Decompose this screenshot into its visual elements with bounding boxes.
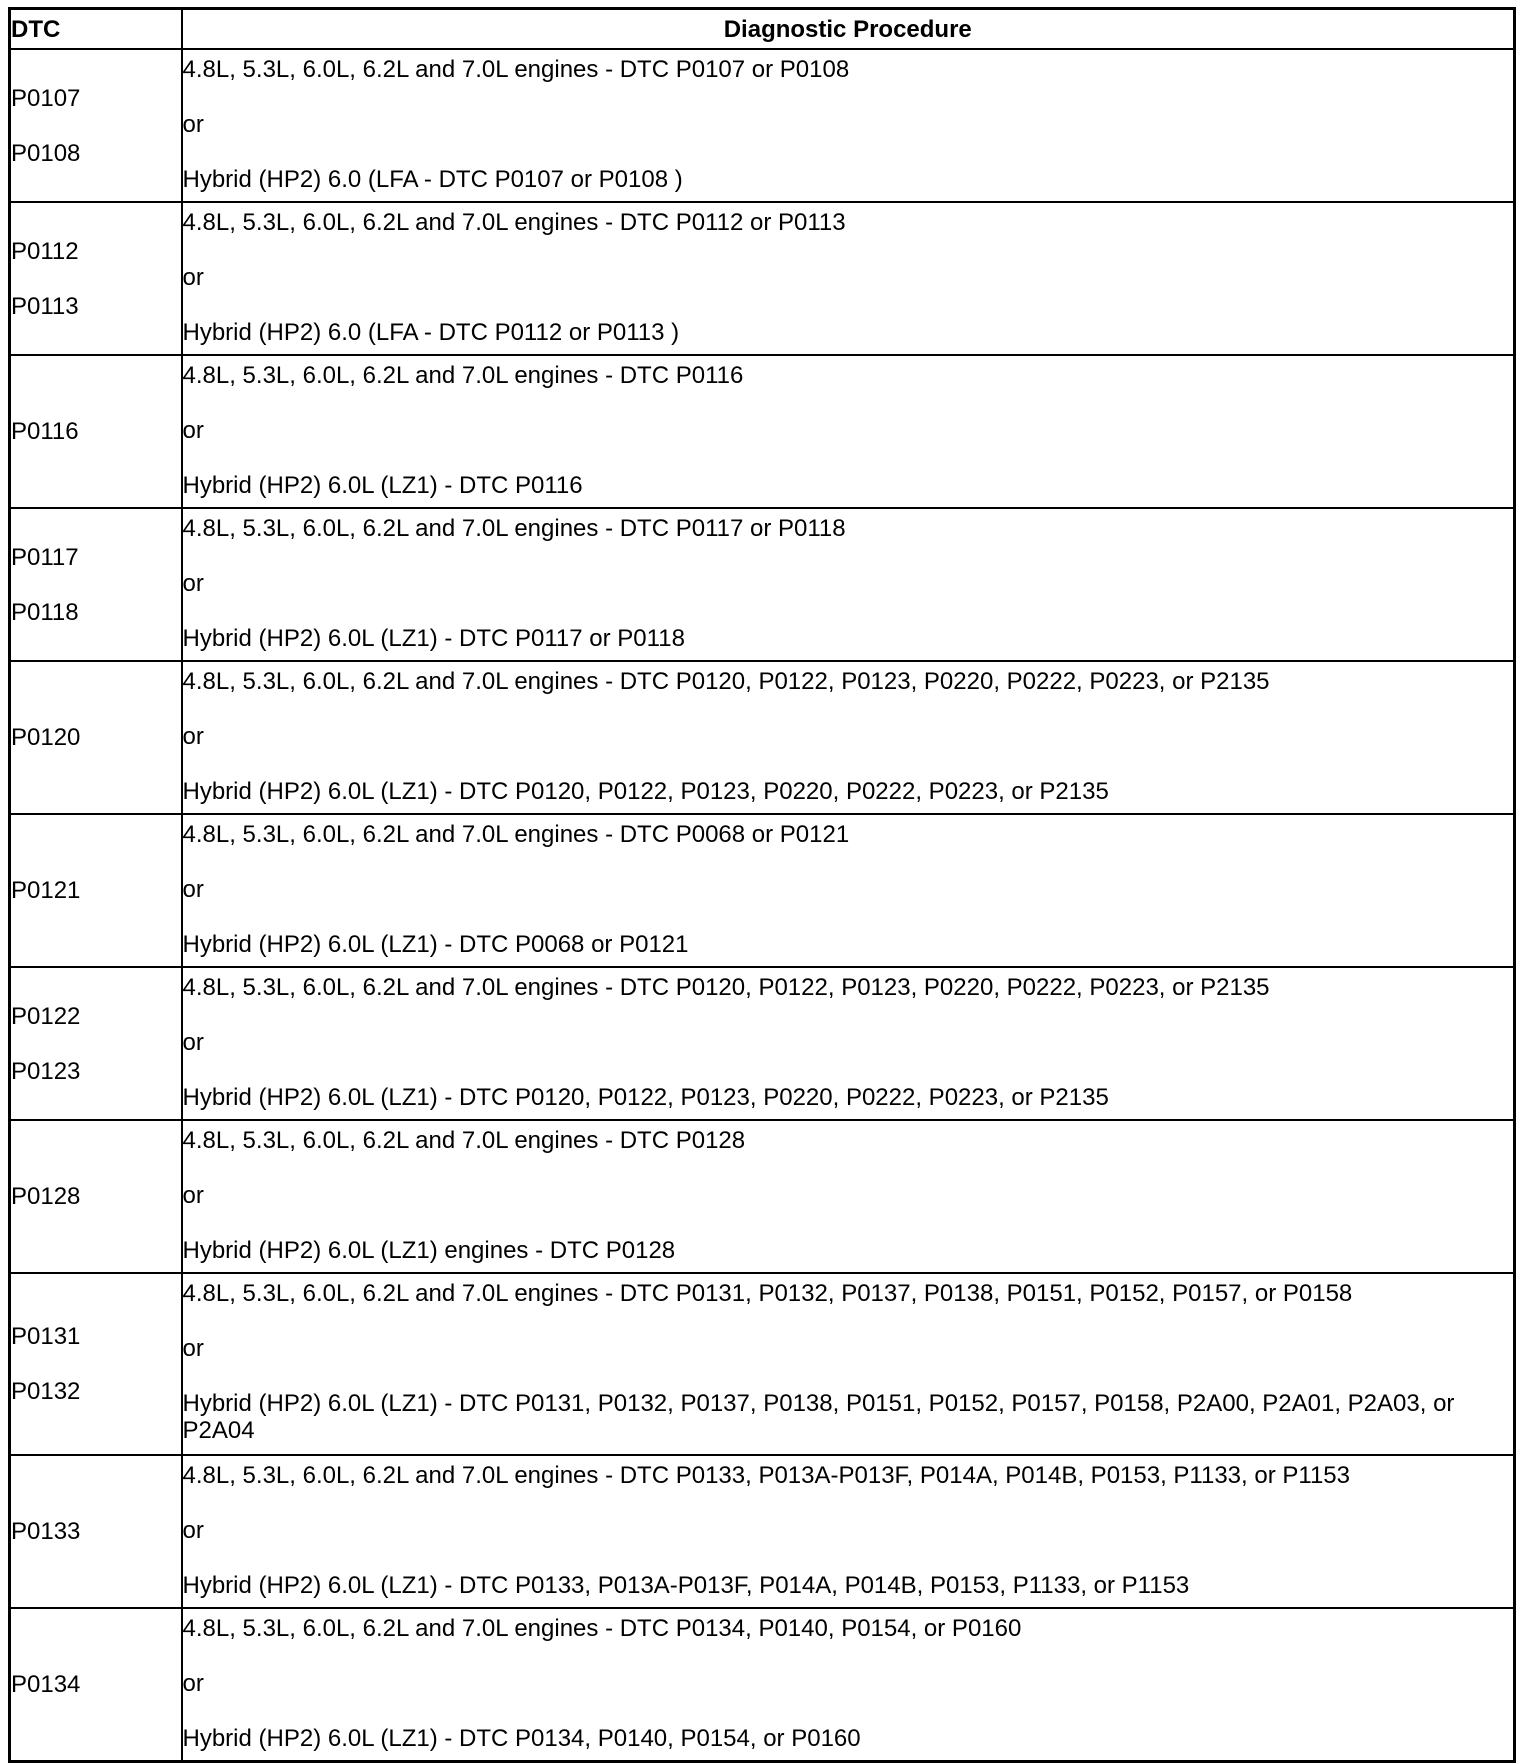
procedure-connector: or [182,723,204,750]
dtc-code: P0118 [11,598,79,626]
dtc-column-header: DTC [10,9,182,50]
table-row [10,355,1515,508]
table-header-row [10,9,1515,50]
dtc-code: P0113 [11,292,79,320]
table-row [10,1120,1515,1273]
procedure-connector: or [182,1182,204,1209]
dtc-code: P0131 [11,1323,81,1350]
procedure-cell [182,1273,1515,1455]
procedure-cell [182,1455,1515,1608]
procedure-link-hybrid[interactable]: Hybrid (HP2) 6.0L (LZ1) - DTC P0117 or P0118 [182,625,685,652]
dtc-cell [10,1120,182,1273]
procedure-link-engines[interactable]: 4.8L, 5.3L, 6.0L, 6.2L and 7.0L engines - DTC P0112 or P0113 [182,209,846,236]
procedure-cell [182,967,1515,1120]
procedure-cell [182,814,1515,967]
procedure-connector: or [182,1517,204,1544]
procedure-link-hybrid[interactable]: Hybrid (HP2) 6.0 (LFA - DTC P0107 or P0108 ) [182,166,683,193]
dtc-code: P0128 [11,1183,81,1210]
dtc-cell [10,49,182,202]
dtc-cell [10,1273,182,1455]
procedure-cell [182,49,1515,202]
dtc-code: P0123 [11,1057,81,1085]
table-row [10,508,1515,661]
procedure-link-engines[interactable]: 4.8L, 5.3L, 6.0L, 6.2L and 7.0L engines - DTC P0117 or P0118 [182,515,846,542]
procedure-link-engines[interactable]: 4.8L, 5.3L, 6.0L, 6.2L and 7.0L engines - DTC P0116 [182,362,744,389]
procedure-link-hybrid[interactable]: Hybrid (HP2) 6.0L (LZ1) - DTC P0134, P0140, P0154, or P0160 [182,1725,861,1752]
dtc-code: P0122 [11,1002,81,1030]
procedure-cell [182,1608,1515,1762]
table-row [10,49,1515,202]
procedure-connector: or [182,264,204,291]
dtc-cell [10,1455,182,1608]
procedure-connector: or [182,417,204,444]
procedure-link-engines[interactable]: 4.8L, 5.3L, 6.0L, 6.2L and 7.0L engines - DTC P0068 or P0121 [182,821,850,848]
procedure-link-hybrid[interactable]: Hybrid (HP2) 6.0L (LZ1) - DTC P0068 or P0121 [182,931,689,958]
table-row [10,661,1515,814]
table-row [10,967,1515,1120]
procedure-link-hybrid[interactable]: Hybrid (HP2) 6.0L (LZ1) - DTC P0120, P0122, P0123, P0220, P0222, P0223, or P2135 [182,1084,1109,1111]
procedure-link-hybrid[interactable]: Hybrid (HP2) 6.0L (LZ1) - DTC P0120, P0122, P0123, P0220, P0222, P0223, or P2135 [182,778,1109,805]
procedure-column-header: Diagnostic Procedure [182,9,1515,50]
dtc-cell [10,661,182,814]
dtc-cell [10,355,182,508]
procedure-cell [182,355,1515,508]
dtc-code: P0121 [11,877,81,904]
table-row [10,202,1515,355]
procedure-cell [182,1120,1515,1273]
procedure-link-engines[interactable]: 4.8L, 5.3L, 6.0L, 6.2L and 7.0L engines - DTC P0107 or P0108 [182,56,850,83]
procedure-link-engines[interactable]: 4.8L, 5.3L, 6.0L, 6.2L and 7.0L engines - DTC P0120, P0122, P0123, P0220, P0222, P0223, or P2135 [182,974,1270,1001]
procedure-connector: or [182,1670,204,1697]
dtc-cell [10,967,182,1120]
dtc-code: P0120 [11,724,81,751]
procedure-cell [182,508,1515,661]
dtc-procedure-table [8,7,1516,1763]
procedure-connector: or [182,1029,204,1056]
dtc-code: P0116 [11,418,79,445]
dtc-code: P0108 [11,139,81,167]
procedure-connector: or [182,111,204,138]
procedure-cell [182,202,1515,355]
dtc-code: P0134 [11,1671,81,1698]
procedure-cell [182,661,1515,814]
procedure-link-hybrid[interactable]: Hybrid (HP2) 6.0L (LZ1) engines - DTC P0128 [182,1237,676,1264]
table-row [10,1455,1515,1608]
dtc-code: P0117 [11,543,79,571]
procedure-link-engines[interactable]: 4.8L, 5.3L, 6.0L, 6.2L and 7.0L engines - DTC P0133, P013A-P013F, P014A, P014B, P0153, P1133, or P1153 [182,1462,1350,1489]
table-row [10,1273,1515,1455]
table-row [10,1608,1515,1762]
procedure-connector: or [182,570,204,597]
procedure-link-hybrid[interactable]: Hybrid (HP2) 6.0L (LZ1) - DTC P0116 [182,472,583,499]
procedure-link-hybrid[interactable]: Hybrid (HP2) 6.0 (LFA - DTC P0112 or P0113 ) [182,319,680,346]
dtc-cell [10,814,182,967]
dtc-cell [10,508,182,661]
dtc-cell [10,202,182,355]
procedure-link-engines[interactable]: 4.8L, 5.3L, 6.0L, 6.2L and 7.0L engines - DTC P0128 [182,1127,746,1154]
table-row [10,814,1515,967]
dtc-code: P0132 [11,1378,81,1405]
procedure-link-engines[interactable]: 4.8L, 5.3L, 6.0L, 6.2L and 7.0L engines - DTC P0131, P0132, P0137, P0138, P0151, P0152, P0157, or P0158 [182,1280,1353,1307]
procedure-link-engines[interactable]: 4.8L, 5.3L, 6.0L, 6.2L and 7.0L engines - DTC P0134, P0140, P0154, or P0160 [182,1615,1022,1642]
dtc-code: P0133 [11,1518,81,1545]
procedure-link-hybrid[interactable]: Hybrid (HP2) 6.0L (LZ1) - DTC P0133, P013A-P013F, P014A, P014B, P0153, P1133, or P1153 [182,1572,1190,1599]
procedure-connector: or [182,876,204,903]
dtc-code: P0112 [11,237,79,265]
procedure-link-hybrid[interactable]: Hybrid (HP2) 6.0L (LZ1) - DTC P0131, P0132, P0137, P0138, P0151, P0152, P0157, P0158, P2A00, P2A01, P2A03, or P2A04 [182,1390,1455,1444]
dtc-cell [10,1608,182,1762]
dtc-code: P0107 [11,84,81,112]
procedure-connector: or [182,1335,204,1362]
procedure-link-engines[interactable]: 4.8L, 5.3L, 6.0L, 6.2L and 7.0L engines - DTC P0120, P0122, P0123, P0220, P0222, P0223, or P2135 [182,668,1270,695]
